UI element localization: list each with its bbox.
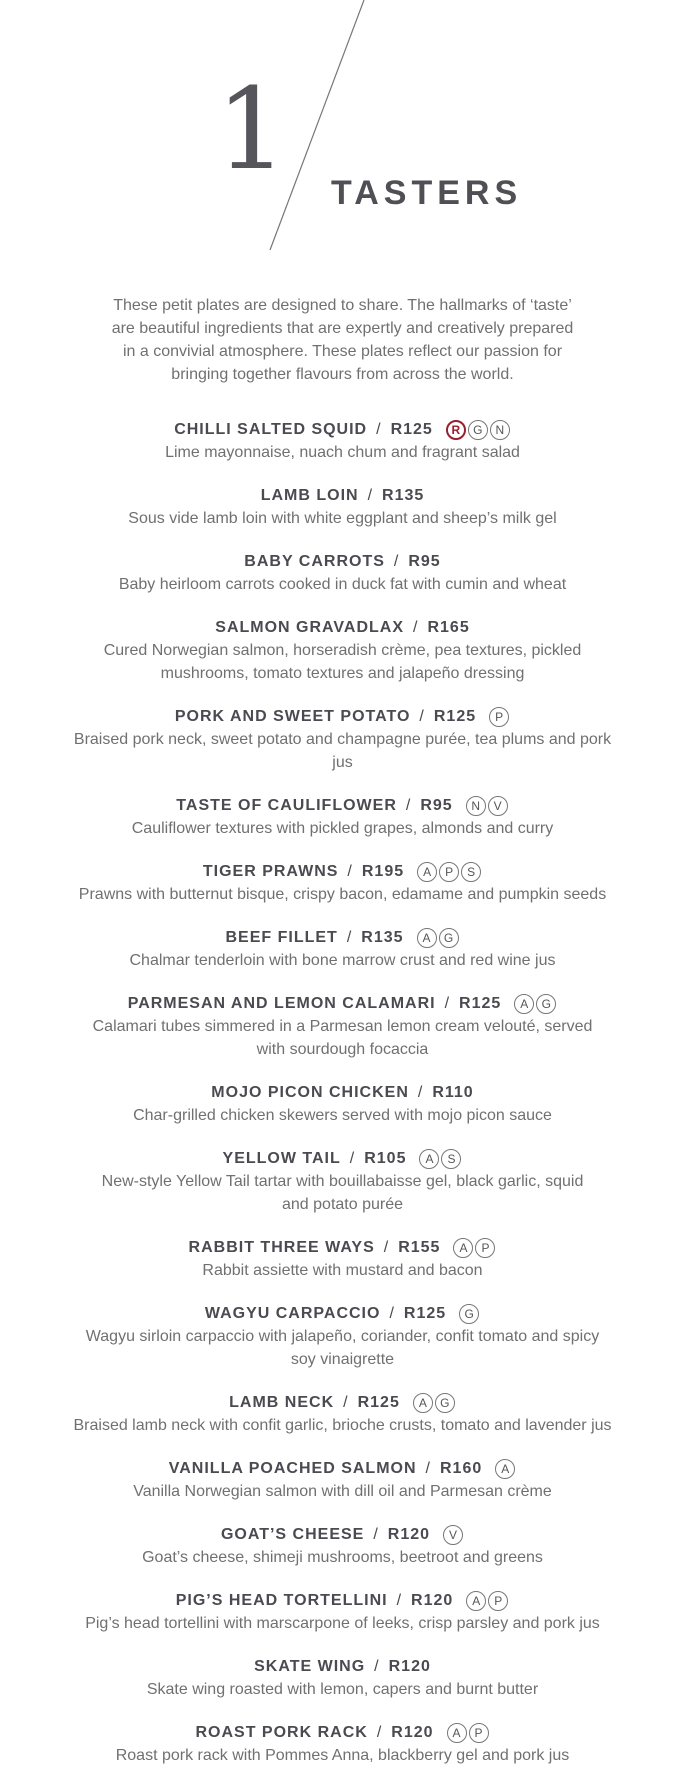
- menu-item-price: R125: [459, 995, 502, 1012]
- menu-item-price: R135: [361, 929, 404, 946]
- menu-item-price: R95: [420, 797, 453, 814]
- dietary-badge-icon: G: [459, 1304, 479, 1324]
- menu-item-name: PARMESAN AND LEMON CALAMARI: [127, 995, 436, 1012]
- menu-item: [0, 1524, 685, 1569]
- dietary-badge-icon: G: [439, 928, 459, 948]
- intro-line: in a convivial atmosphere. These plates reflect our passion for: [122, 343, 563, 360]
- menu-item-title: [0, 993, 685, 1015]
- menu-item-title: [0, 419, 685, 441]
- dietary-badges: [442, 1524, 464, 1546]
- menu-item-title: [0, 927, 685, 949]
- menu-item-name: SKATE WING: [254, 1658, 366, 1675]
- menu-item-price: R195: [361, 863, 405, 880]
- dietary-badge-icon: G: [435, 1393, 455, 1413]
- menu-item-title: [0, 1392, 685, 1414]
- menu-item: [0, 861, 685, 906]
- menu-item-name: YELLOW TAIL: [222, 1150, 341, 1167]
- dietary-badge-icon: A: [514, 994, 534, 1014]
- menu-item-title: [0, 1148, 685, 1170]
- dietary-badges: [488, 706, 510, 728]
- menu-item-title: [0, 551, 685, 573]
- price-separator: /: [393, 553, 400, 570]
- menu-item-description: with sourdough focaccia: [256, 1041, 429, 1058]
- menu-item-price: R125: [403, 1305, 447, 1322]
- dietary-badge-icon: N: [490, 420, 510, 440]
- menu-item-title: [0, 617, 685, 639]
- menu-item-title: [0, 485, 685, 507]
- dietary-badge-icon: V: [443, 1525, 463, 1545]
- dietary-badge-icon: P: [469, 1723, 489, 1743]
- menu-item-description: Wagyu sirloin carpaccio with jalapeño, coriander, confit tomato and spicy: [85, 1328, 600, 1345]
- menu-item-description: Skate wing roasted with lemon, capers and burnt butter: [146, 1681, 539, 1698]
- menu-item-title: [0, 795, 685, 817]
- dietary-badge-icon: A: [453, 1238, 473, 1258]
- menu-item: [0, 1590, 685, 1635]
- dietary-badge-icon: A: [413, 1393, 433, 1413]
- menu-item-price: R125: [433, 708, 477, 725]
- menu-item-title: [0, 861, 685, 883]
- price-separator: /: [396, 1592, 403, 1609]
- dietary-badge-icon: N: [466, 796, 486, 816]
- dietary-badge-icon: G: [468, 420, 488, 440]
- menu-item-description: Braised pork neck, sweet potato and champagne purée, tea plums and pork jus: [73, 731, 612, 771]
- menu-item-price: R120: [391, 1724, 434, 1741]
- menu-item-name: GOAT’S CHEESE: [220, 1526, 365, 1543]
- dietary-badge-icon: A: [466, 1591, 486, 1611]
- dietary-badges: [465, 1590, 509, 1612]
- menu-list: [0, 419, 685, 1767]
- menu-item: [0, 706, 685, 774]
- menu-item-title: [0, 1656, 685, 1678]
- dietary-badges: [416, 861, 482, 883]
- menu-item-title: [0, 1303, 685, 1325]
- menu-item: [0, 551, 685, 596]
- dietary-badge-icon: S: [441, 1149, 461, 1169]
- menu-item-description: Rabbit assiette with mustard and bacon: [202, 1262, 483, 1279]
- menu-item: [0, 927, 685, 972]
- menu-item-description: soy vinaigrette: [290, 1351, 395, 1368]
- menu-item-name: MOJO PICON CHICKEN: [211, 1084, 409, 1101]
- dietary-badge-icon: P: [488, 1591, 508, 1611]
- menu-item-price: R120: [387, 1526, 431, 1543]
- menu-item-name: VANILLA POACHED SALMON: [168, 1460, 417, 1477]
- intro-line: are beautiful ingredients that are expertly and creatively prepared: [111, 320, 574, 337]
- dietary-badge-icon: R: [446, 420, 466, 440]
- menu-item-name: BABY CARROTS: [244, 553, 385, 570]
- price-separator: /: [347, 863, 353, 880]
- menu-item-name: LAMB LOIN: [260, 487, 359, 504]
- menu-item-price: R125: [357, 1394, 400, 1411]
- menu-item-name: WAGYU CARPACCIO: [204, 1305, 381, 1322]
- menu-item-description: Lime mayonnaise, nuach chum and fragrant salad: [165, 444, 520, 461]
- menu-item-price: R125: [390, 421, 433, 438]
- intro-paragraph: [93, 294, 593, 386]
- price-separator: /: [346, 929, 353, 946]
- menu-item: [0, 1392, 685, 1437]
- menu-item-name: RABBIT THREE WAYS: [188, 1239, 375, 1256]
- menu-item-title: [0, 1082, 685, 1104]
- menu-item-description: Char-grilled chicken skewers served with mojo picon sauce: [133, 1107, 552, 1124]
- menu-item-title: [0, 1524, 685, 1546]
- price-separator: /: [374, 1658, 380, 1675]
- price-separator: /: [367, 487, 374, 504]
- menu-item-name: TASTE OF CAULIFLOWER: [176, 797, 397, 814]
- menu-item-name: LAMB NECK: [229, 1394, 335, 1411]
- price-separator: /: [417, 1084, 424, 1101]
- dietary-badges: [416, 927, 460, 949]
- menu-item: [0, 1656, 685, 1701]
- dietary-badge-icon: V: [488, 796, 508, 816]
- menu-item-description: Sous vide lamb loin with white eggplant and sheep’s milk gel: [128, 510, 557, 527]
- menu-item-title: [0, 1237, 685, 1259]
- menu-item-price: R120: [411, 1592, 454, 1609]
- menu-item-name: PIG’S HEAD TORTELLINI: [175, 1592, 388, 1609]
- menu-item-price: R160: [439, 1460, 483, 1477]
- price-separator: /: [383, 1239, 390, 1256]
- dietary-badges: [418, 1148, 462, 1170]
- menu-item-title: [0, 706, 685, 728]
- menu-item: [0, 1458, 685, 1503]
- menu-item-description: Braised lamb neck with confit garlic, brioche crusts, tomato and lavender jus: [73, 1417, 612, 1434]
- dietary-badges: [446, 1722, 490, 1744]
- menu-item-name: ROAST PORK RACK: [195, 1724, 368, 1741]
- menu-item-name: CHILLI SALTED SQUID: [174, 421, 368, 438]
- menu-item-description: and potato purée: [282, 1196, 403, 1213]
- price-separator: /: [413, 619, 419, 636]
- menu-item-price: R120: [388, 1658, 431, 1675]
- dietary-badge-icon: P: [475, 1238, 495, 1258]
- price-separator: /: [425, 1460, 431, 1477]
- menu-item-description: Goat’s cheese, shimeji mushrooms, beetroot and greens: [142, 1549, 543, 1566]
- price-separator: /: [376, 421, 382, 438]
- menu-item: [0, 485, 685, 530]
- dietary-badge-icon: S: [461, 862, 481, 882]
- dietary-badges: [458, 1303, 480, 1325]
- dietary-badges: [412, 1392, 456, 1414]
- price-separator: /: [343, 1394, 349, 1411]
- menu-item-description: mushrooms, tomato textures and jalapeño dressing: [160, 665, 525, 682]
- dietary-badge-icon: A: [419, 1149, 439, 1169]
- menu-item: [0, 617, 685, 685]
- dietary-badge-icon: A: [417, 928, 437, 948]
- menu-item-name: BEEF FILLET: [225, 929, 338, 946]
- menu-item: [0, 993, 685, 1061]
- divider-slash: [0, 0, 685, 270]
- menu-item: [0, 1722, 685, 1767]
- section-number: 1: [216, 65, 288, 195]
- menu-item-price: R155: [398, 1239, 441, 1256]
- dietary-badges: [445, 419, 511, 441]
- price-separator: /: [376, 1724, 383, 1741]
- menu-item-description: Calamari tubes simmered in a Parmesan lemon cream velouté, served: [92, 1018, 593, 1035]
- price-separator: /: [444, 995, 451, 1012]
- menu-item-description: Cauliflower textures with pickled grapes, almonds and curry: [131, 820, 554, 837]
- menu-item: [0, 795, 685, 840]
- menu-item-name: TIGER PRAWNS: [202, 863, 339, 880]
- menu-item: [0, 419, 685, 464]
- dietary-badge-icon: P: [439, 862, 459, 882]
- dietary-badge-icon: A: [447, 1723, 467, 1743]
- menu-item-description: Chalmar tenderloin with bone marrow crust and red wine jus: [129, 952, 556, 969]
- menu-item-description: New-style Yellow Tail tartar with bouillabaisse gel, black garlic, squid: [101, 1173, 584, 1190]
- menu-item-description: Baby heirloom carrots cooked in duck fat with cumin and wheat: [118, 576, 567, 593]
- menu-item: [0, 1237, 685, 1282]
- dietary-badges: [513, 993, 557, 1015]
- menu-item: [0, 1082, 685, 1127]
- menu-item-name: SALMON GRAVADLAX: [215, 619, 405, 636]
- menu-item-description: Vanilla Norwegian salmon with dill oil and Parmesan crème: [133, 1483, 552, 1500]
- menu-item-price: R165: [427, 619, 470, 636]
- menu-item-description: Cured Norwegian salmon, horseradish crème, pea textures, pickled: [103, 642, 582, 659]
- menu-item-price: R95: [408, 553, 441, 570]
- intro-line: These petit plates are designed to share. The hallmarks of ‘taste’: [113, 297, 572, 314]
- dietary-badges: [452, 1237, 496, 1259]
- dietary-badge-icon: G: [536, 994, 556, 1014]
- menu-item-name: PORK AND SWEET POTATO: [174, 708, 411, 725]
- price-separator: /: [389, 1305, 395, 1322]
- menu-item-price: R110: [432, 1084, 474, 1101]
- menu-item-title: [0, 1458, 685, 1480]
- menu-item-description: Prawns with butternut bisque, crispy bacon, edamame and pumpkin seeds: [78, 886, 607, 903]
- menu-item: [0, 1148, 685, 1216]
- menu-item-description: Roast pork rack with Pommes Anna, blackberry gel and pork jus: [115, 1747, 570, 1764]
- price-separator: /: [419, 708, 425, 725]
- price-separator: /: [373, 1526, 379, 1543]
- menu-item: [0, 1303, 685, 1371]
- menu-item-title: [0, 1590, 685, 1612]
- dietary-badge-icon: A: [417, 862, 437, 882]
- section-title: TASTERS: [331, 174, 523, 212]
- dietary-badges: [465, 795, 509, 817]
- menu-item-price: R135: [382, 487, 425, 504]
- menu-item-title: [0, 1722, 685, 1744]
- section-header: [0, 0, 685, 270]
- dietary-badges: [494, 1458, 516, 1480]
- menu-item-description: Pig’s head tortellini with marscarpone of leeks, crisp parsley and pork jus: [85, 1615, 600, 1632]
- dietary-badge-icon: A: [495, 1459, 515, 1479]
- price-separator: /: [349, 1150, 356, 1167]
- price-separator: /: [405, 797, 412, 814]
- menu-item-price: R105: [364, 1150, 407, 1167]
- dietary-badge-icon: P: [489, 707, 509, 727]
- intro-line: bringing together flavours from across the world.: [171, 366, 514, 383]
